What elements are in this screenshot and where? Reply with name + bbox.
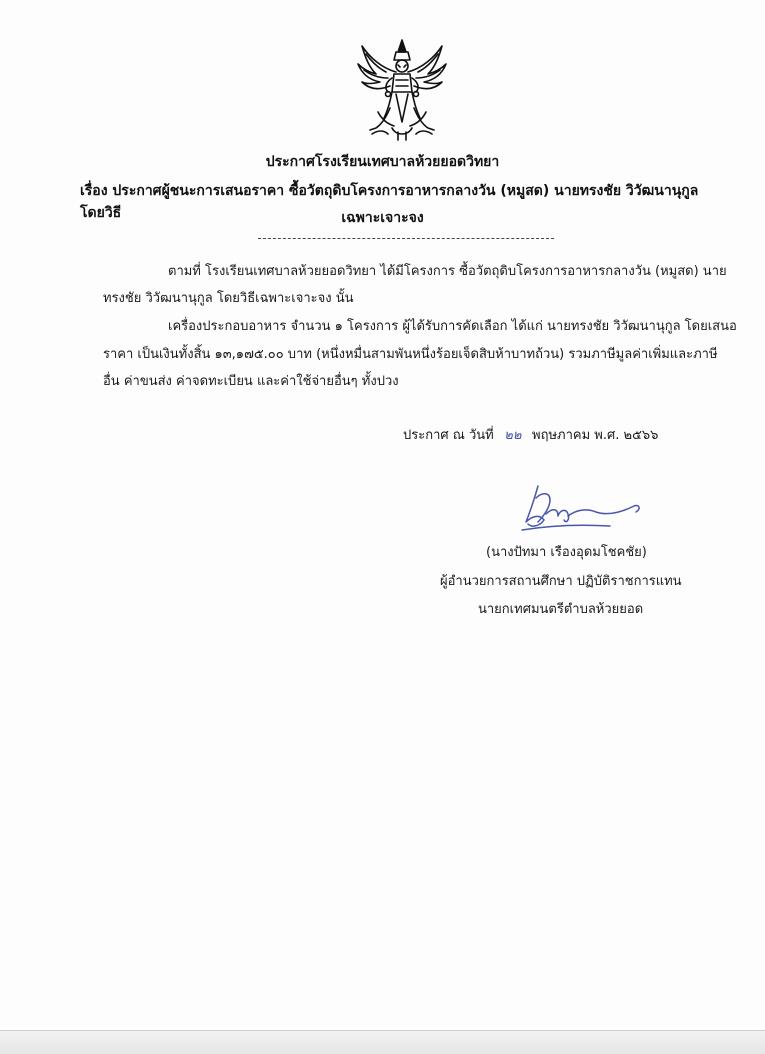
paragraph1-line1: ตามที่ โรงเรียนเทศบาลห้วยยอดวิทยา ได้มีโครงการ ซื้อวัตถุดิบโครงการอาหารกลางวัน (หมูสด) นาย [168, 264, 727, 279]
garuda-emblem-icon [352, 38, 452, 142]
announcement-title: ประกาศโรงเรียนเทศบาลห้วยยอดวิทยา [265, 154, 500, 170]
handwritten-signature [516, 478, 648, 538]
paragraph2-line3: อื่น ค่าขนส่ง ค่าจดทะเบียน และค่าใช้จ่ายอื่นๆ ทั้งปวง [103, 374, 399, 389]
paragraph1-line2: ทรงชัย วิวัฒนานุกูล โดยวิธีเฉพาะเจาะจง นั้น [103, 291, 354, 306]
paragraph2-line1: เครื่องประกอบอาหาร จำนวน ๑ โครงการ ผู้ได้รับการคัดเลือก ได้แก่ นายทรงชัย วิวัฒนานุกูล โดยเสนอ [168, 319, 737, 334]
signer-position-line1: ผู้อำนวยการสถานศึกษา ปฏิบัติราชการแทน [440, 574, 682, 589]
announcement-subject-line1: เรื่อง ประกาศผู้ชนะการเสนอราคา ซื้อวัตถุดิบโครงการอาหารกลางวัน (หมูสด) นายทรงชัย วิวัฒนานุกูล โดยวิธี [80, 183, 699, 221]
paragraph2-line2: ราคา เป็นเงินทั้งสิ้น ๑๓,๑๗๕.๐๐ บาท (หนึ่งหมื่นสามพันหนึ่งร้อยเจ็ดสิบห้าบาทถ้วน) รวมภาษีมูลค่าเพิ่มและภาษี [103, 347, 718, 362]
signer-position-line2: นายกเทศมนตรีตำบลห้วยยอด [478, 602, 644, 617]
date-prefix: ประกาศ ณ วันที่ [403, 428, 494, 443]
announcement-subject-line2: เฉพาะเจาะจง [341, 210, 424, 226]
date-month-year: พฤษภาคม พ.ศ. ๒๕๖๖ [532, 428, 659, 443]
dashed-divider [258, 238, 554, 239]
announcement-date [403, 424, 658, 445]
date-day-handwritten: ๒๒ [504, 428, 522, 443]
signer-name: (นางปัทมา เรืองอุดมโชคชัย) [486, 545, 647, 560]
scan-page-edge [0, 1030, 765, 1054]
